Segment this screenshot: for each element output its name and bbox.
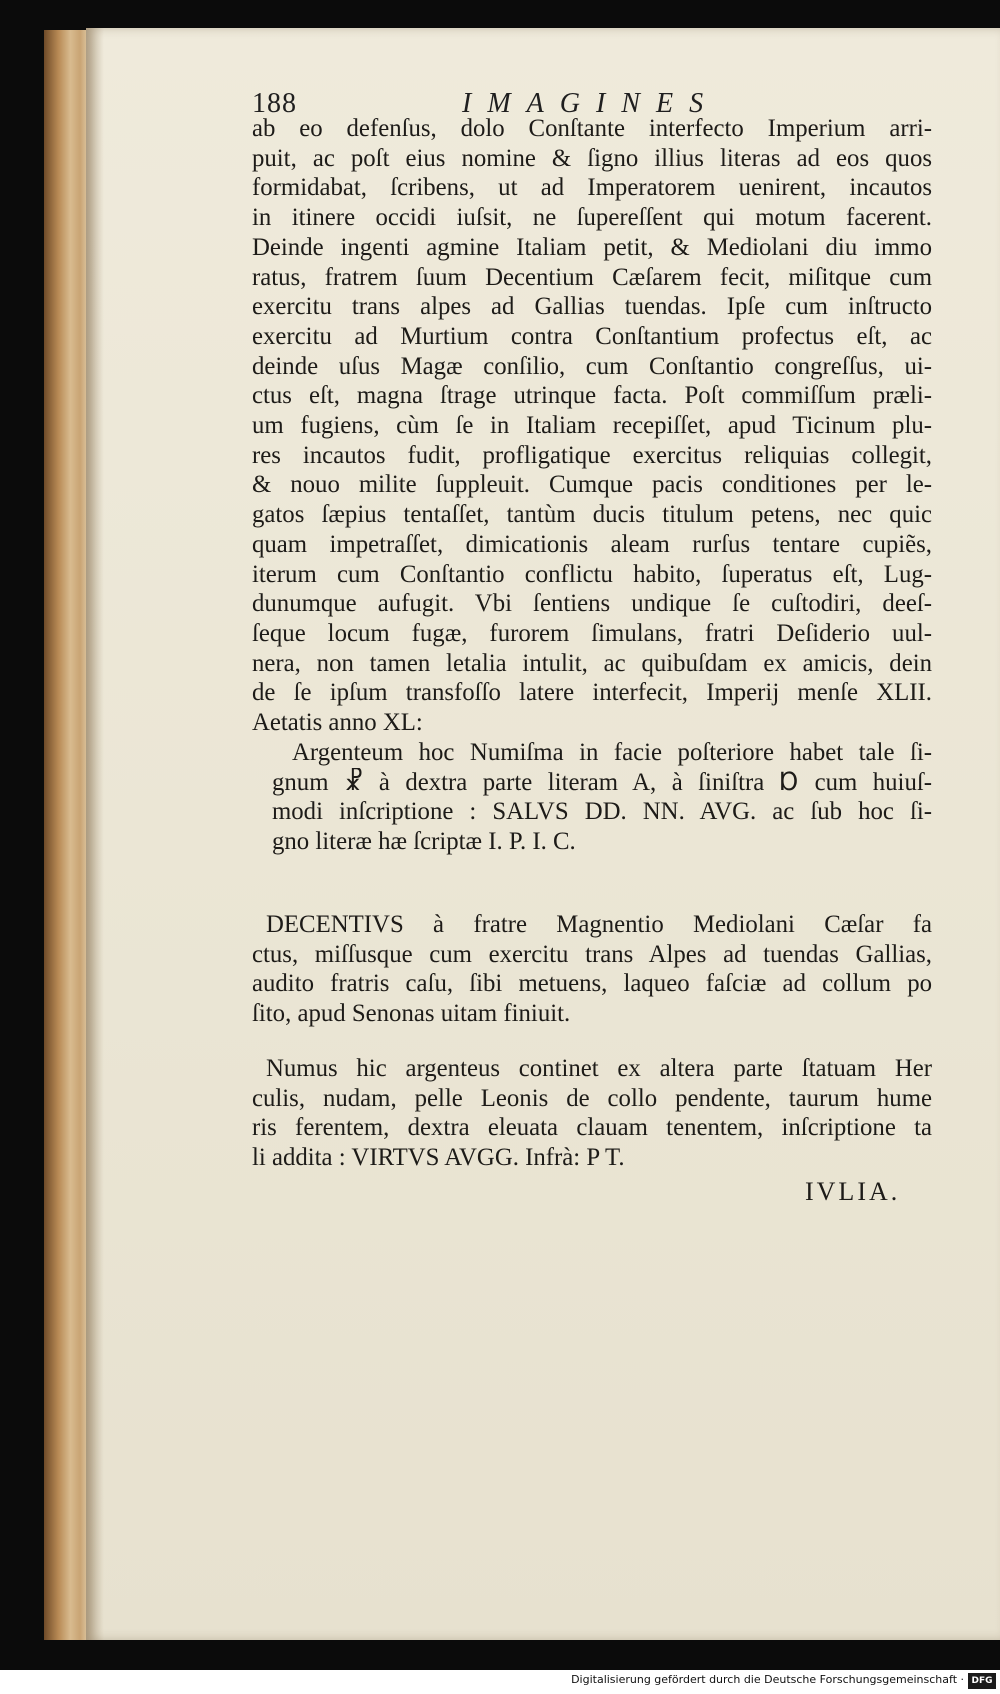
text-line: ctus eſt, magna ſtrage utrinque facta. Poſt commiſſum præli- [252,382,932,410]
footer-credit: Digitalisierung gefördert durch die Deutsche Forschungsgemeinschaft · [571,1673,964,1686]
text-line: Aetatis anno XL: [252,709,423,737]
text-line: Numus hic argenteus continet ex altera parte ſtatuam Her [266,1055,932,1082]
text-line: formidabat, ſcribens, ut ad Imperatorem uenirent, incautos [252,174,932,202]
text-line: um fugiens, cùm ſe in Italiam recepiſſet, apud Ticinum plu- [252,412,932,440]
text-line: modi inſcriptione : SALVS DD. NN. AVG. ac ſub hoc ſi- [272,798,932,826]
text-line: ratus, fratrem ſuum Decentium Cæſarem fecit, miſitque cum [252,263,932,291]
text-line: DECENTIVS à fratre Magnentio Mediolani Cæſar fa [266,911,932,938]
book-page-edges [44,30,92,1640]
text-line: nera, non tamen letalia intulit, ac quibuſdam ex amicis, dein [252,649,932,677]
text-line: in itinere occidi iuſsit, ne ſupereſſent qui motum facerent. [252,204,932,232]
text-line: audito fratris caſu, ſibi metuens, laqueo faſciæ ad collum po [252,970,932,998]
text-line: gno literæ hæ ſcriptæ I. P. I. C. [272,828,576,856]
text-line: iterum cum Conſtantio conflictu habito, ſuperatus eſt, Lug- [252,560,932,588]
text-line: ſeque locum fugæ, furorem ſimulans, fratri Deſiderio uul- [252,619,932,647]
text-line: gnum ☧ à dextra parte literam A, à ſiniſtra Ɒ cum huiuſ- [272,768,932,796]
catchword: IVLIA. [805,1177,901,1206]
text-line: ctus, miſſusque cum exercitu trans Alpes ad tuendas Gallias, [252,940,932,968]
running-title: IMAGINES [462,88,720,119]
text-line: ſito, apud Senonas uitam finiuit. [252,1000,571,1028]
text-line: exercitu ad Murtium contra Conſtantium profectus eſt, ac [252,322,932,350]
text-line: deinde uſus Magæ conſilio, cum Conſtantio congreſſus, ui- [252,352,932,380]
paragraph-coin-description-1 [252,738,932,857]
text-line: Argenteum hoc Numiſma in facie poſteriore habet tale ſi- [292,739,932,766]
digitization-footer [0,1670,1000,1694]
text-line: exercitu trans alpes ad Gallias tuendas. Ipſe cum inſtructo [252,293,932,321]
paragraph-coin-description-2 [252,1054,932,1173]
dfg-logo: DFG [968,1673,996,1689]
text-line: Deinde ingenti agmine Italiam petit, & Mediolani diu immo [252,233,932,261]
text-line: quam impetraſſet, dimicationis aleam rurſus tentare cupiẽs, [252,530,932,558]
text-line: gatos ſæpius tentaſſet, tantùm ducis titulum petens, nec quic [252,501,932,529]
paragraph-decentius [252,910,932,1029]
text-line: puit, ac poſt eius nomine & ſigno illius literas ad eos quos [252,144,932,172]
text-line: li addita : VIRTVS AVGG. Infrà: P T. [252,1144,625,1172]
text-line: ris ferentem, dextra eleuata clauam tenentem, inſcriptione ta [252,1114,932,1142]
text-line: & nouo milite ſuppleuit. Cumque pacis conditiones per le- [252,471,932,499]
text-line: de ſe ipſum transfoſſo latere interfecit, Imperij menſe XLII. [252,679,932,707]
page-number: 188 [252,88,297,119]
paragraph-magnentius [252,114,932,738]
text-line: ab eo defenſus, dolo Conſtante interfecto Imperium arri- [252,115,932,142]
page-gutter-shadow [86,28,104,1640]
text-line: res incautos fudit, profligatique exercitus reliquias collegit, [252,441,932,469]
text-line: culis, nudam, pelle Leonis de collo pendente, taurum hume [252,1084,932,1112]
text-line: dunumque aufugit. Vbi ſentiens undique ſe cuſtodiri, deeſ- [252,590,932,618]
